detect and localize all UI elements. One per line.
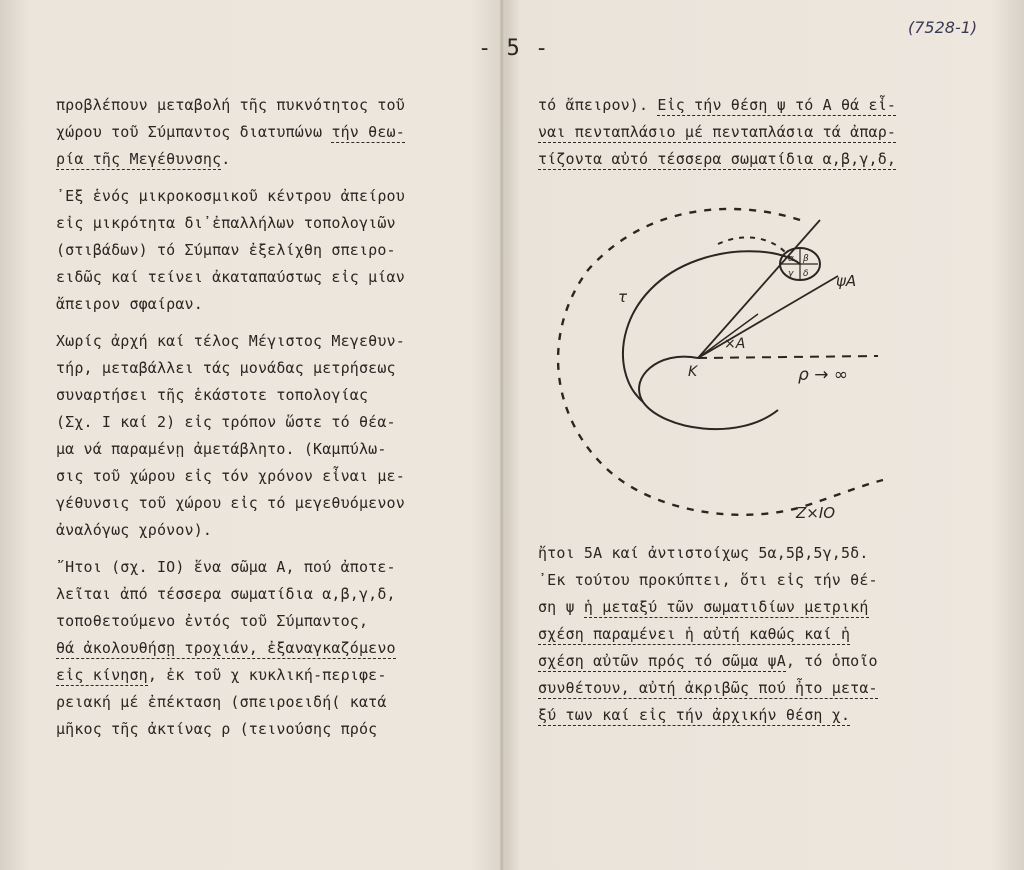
underlined-text: συνθέτουν, αὐτή ἀκριβῶς πού ἦτο μετα-: [538, 679, 878, 697]
text-segment: τήρ, μεταβάλλει τάς μονάδας μετρήσεως: [56, 359, 396, 377]
text-line: [56, 92, 476, 119]
text-segment: εἰς μικρότητα δι᾿ἐπαλλήλων τοπολογιῶν: [56, 214, 396, 232]
text-segment: τό ἄπειρον).: [538, 96, 658, 114]
text-line: [56, 264, 476, 291]
text-line: [56, 328, 476, 355]
text-segment: , ἐκ τοῦ χ κυκλική-περιφε-: [147, 666, 387, 684]
text-line: [538, 675, 958, 702]
text-line: [56, 635, 476, 662]
underlined-text: σχέση παραμένει ἡ αὐτή καθώς καί ἡ: [538, 625, 851, 643]
text-line: [538, 648, 958, 675]
page-number: - 5 -: [478, 36, 550, 61]
label-a: ×Α: [724, 336, 746, 352]
text-line: [56, 554, 476, 581]
label-z10: Ζ×ΙΟ: [796, 504, 836, 522]
text-segment: (Σχ. Ι καί 2) εἰς τρόπον ὥστε τό θέα-: [56, 413, 396, 431]
particle-alpha: α: [788, 254, 794, 264]
inner-spiral-path: [639, 357, 778, 430]
text-segment: ᾿Εξ ἑνός μικροκοσμικοῦ κέντρου ἀπείρου: [56, 187, 405, 205]
particle-delta: δ: [803, 269, 809, 279]
text-line: [538, 119, 958, 146]
text-segment: τοποθετούμενο ἐντός τοῦ Σύμπαντος,: [56, 612, 369, 630]
text-line: [56, 355, 476, 382]
text-segment: προβλέπουν μεταβολή τῆς πυκνότητος τοῦ: [56, 96, 405, 114]
text-line: [56, 463, 476, 490]
label-rho-infinity: ρ → ∞: [798, 365, 849, 385]
underlined-text: τίζοντα αὐτό τέσσερα σωματίδια α,β,γ,δ,: [538, 150, 897, 168]
text-segment: (στιβάδων) τό Σύμπαν ἐξελίχθη σπειρο-: [56, 241, 396, 259]
text-segment: συναρτήσει τῆς ἑκάστοτε τοπολογίας: [56, 386, 369, 404]
text-line: [538, 594, 958, 621]
right-column-top: [538, 92, 958, 173]
book-gutter: [500, 0, 504, 870]
text-line: [56, 237, 476, 264]
text-line: [538, 146, 958, 173]
text-segment: γέθυνσις τοῦ χώρου εἰς τό μεγεθυόμενον: [56, 494, 405, 512]
underlined-text: Εἰς τήν θέση ψ τό Α θά εἶ-: [657, 96, 897, 114]
right-column-bottom: [538, 540, 958, 729]
particle-beta: β: [803, 254, 809, 264]
text-line: [538, 540, 958, 567]
text-line: [56, 210, 476, 237]
text-line: [538, 92, 958, 119]
text-segment: ᾿Εκ τούτου προκύπτει, ὅτι εἰς τήν θέ-: [538, 571, 878, 589]
paragraph-gap: [56, 544, 476, 554]
text-segment: μα νά παραμένῃ ἀμετάβλητο. (Καμπύλω-: [56, 440, 387, 458]
text-segment: χώρου τοῦ Σύμπαντος διατυπώνω: [56, 123, 332, 141]
text-line: [538, 567, 958, 594]
left-column: [56, 92, 476, 743]
text-line: [56, 689, 476, 716]
radius-line-upper: [698, 220, 820, 358]
text-segment: ειδῶς καί τείνει ἀκαταπαύστως εἰς μίαν: [56, 268, 405, 286]
text-line: [56, 662, 476, 689]
radius-line-lower: [698, 276, 838, 358]
text-line: [56, 490, 476, 517]
text-line: [56, 119, 476, 146]
text-segment: σις τοῦ χώρου εἰς τόν χρόνον εἶναι με-: [56, 467, 405, 485]
underlined-text: τήν θεω-: [331, 123, 405, 141]
underlined-text: ἡ μεταξύ τῶν σωματιδίων μετρική: [583, 598, 869, 616]
text-line: [538, 702, 958, 729]
text-segment: Χωρίς ἀρχή καί τέλος Μέγιστος Μεγεθυν-: [56, 332, 405, 350]
text-segment: μῆκος τῆς ἀκτίνας ρ (τεινούσης πρός: [56, 720, 378, 738]
label-t: τ: [618, 288, 628, 306]
text-segment: ρειακή μέ ἐπέκταση (σπειροειδή( κατά: [56, 693, 387, 711]
text-line: [56, 581, 476, 608]
text-line: [56, 716, 476, 743]
label-k: Κ: [688, 364, 698, 380]
underlined-text: σχέση αὐτῶν πρός τό σῶμα ψΑ: [538, 652, 786, 670]
paragraph-gap: [56, 318, 476, 328]
horizontal-axis: [698, 356, 878, 358]
text-segment: ἄπειρον σφαίραν.: [56, 295, 203, 313]
text-line: [56, 409, 476, 436]
text-segment: ῎Ητοι (σχ. ΙΟ) ἕνα σῶμα Α, πού ἀποτε-: [56, 558, 396, 576]
paragraph-gap: [56, 173, 476, 183]
text-line: [538, 621, 958, 648]
text-line: [56, 517, 476, 544]
text-segment: ἤτοι 5Α καί ἀντιστοίχως 5α,5β,5γ,5δ.: [538, 544, 869, 562]
text-line: [56, 291, 476, 318]
underlined-text: ξύ των καί εἰς τήν ἀρχικήν θέση χ.: [538, 706, 851, 724]
text-line: [56, 436, 476, 463]
spiral-figure: [538, 180, 938, 540]
text-line: [56, 183, 476, 210]
underlined-text: εἰς κίνηση: [56, 666, 148, 684]
text-segment: ση ψ: [538, 598, 584, 616]
text-line: [56, 608, 476, 635]
underlined-text: ναι πενταπλάσιο μέ πενταπλάσια τά ἀπαρ-: [538, 123, 897, 141]
text-segment: ἀναλόγως χρόνον).: [56, 521, 213, 539]
text-line: [56, 146, 476, 173]
text-line: [56, 382, 476, 409]
label-psi-a: ψΑ: [836, 272, 857, 290]
text-segment: λεῖται ἀπό τέσσερα σωματίδια α,β,γ,δ,: [56, 585, 396, 603]
particle-gamma: γ: [788, 269, 794, 279]
text-segment: , τό ὁποῖο: [785, 652, 878, 670]
particle-cluster: [780, 248, 820, 280]
text-segment: .: [221, 150, 231, 168]
margin-note: (7528-1): [908, 18, 978, 37]
underlined-text: θά ἀκολουθήσῃ τροχιάν, ἐξαναγκαζόμενο: [56, 639, 396, 657]
underlined-text: ρία τῆς Μεγέθυνσης: [56, 150, 222, 168]
